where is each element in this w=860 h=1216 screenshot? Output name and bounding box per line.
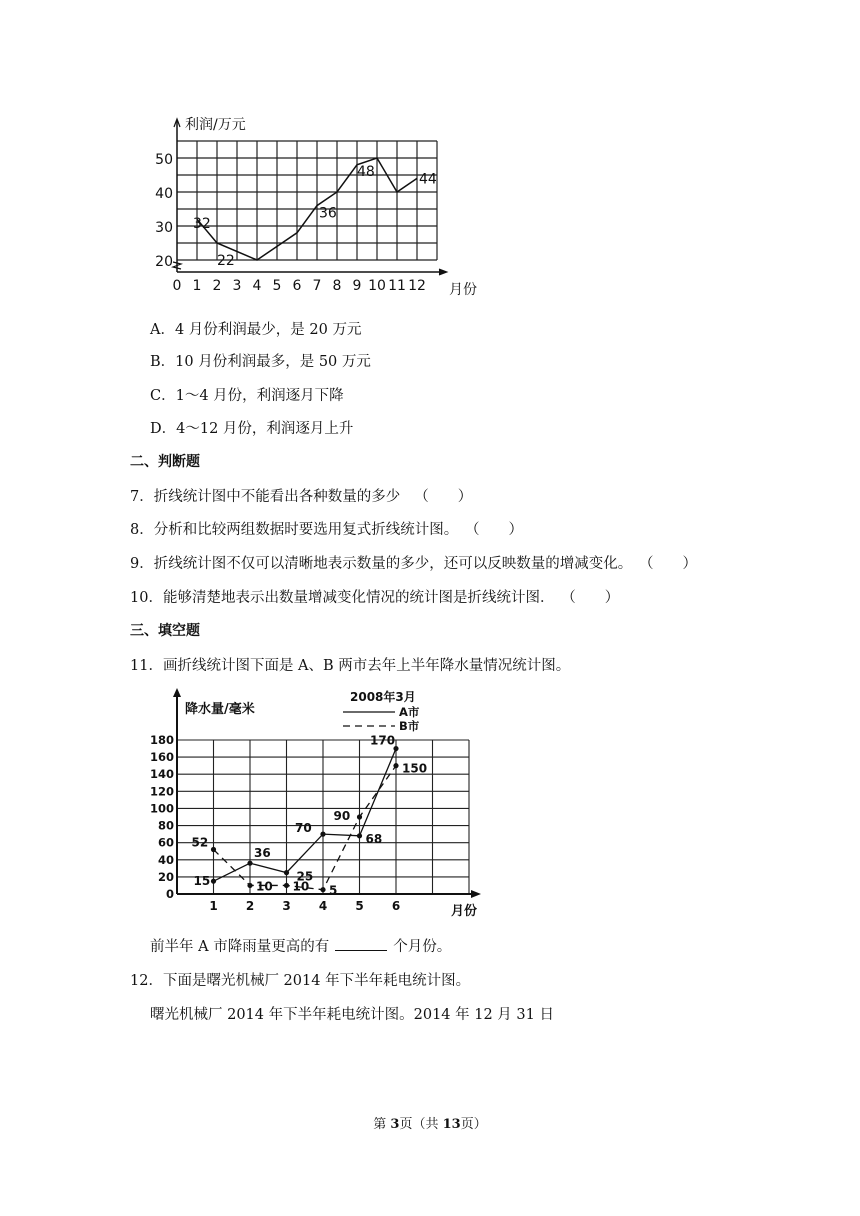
c2-y-tick-160: 160: [149, 750, 174, 765]
c1-data-label-7: 36: [319, 205, 337, 222]
c2-legend-label-b: B市: [399, 719, 420, 733]
c2-point-b-2: [247, 883, 252, 888]
question-9-text: 9．折线统计图不仅可以清晰地表示数量的多少，还可以反映数量的增减变化。: [130, 556, 633, 572]
section-fill-heading: 三、填空题: [130, 623, 200, 639]
question-11-answer: [150, 935, 451, 956]
question-10-text: 10．能够清楚地表示出数量增减变化情况的统计图是折线统计图．: [130, 590, 555, 606]
c2-data-label-a-4: 70: [295, 821, 312, 836]
c2-data-label-b-3: 10: [292, 879, 310, 894]
c2-data-label-a-1: 15: [193, 874, 211, 889]
answer-paren-9[interactable]: （ ）: [646, 556, 697, 572]
c1-y-label: 利润/万元: [185, 117, 246, 133]
c2-x-tick-3: 3: [282, 899, 291, 913]
c2-y-tick-20: 20: [157, 869, 174, 884]
c2-x-arrow: [471, 890, 481, 898]
c2-y-tick-80: 80: [157, 818, 174, 833]
c1-data-label-9: 48: [357, 163, 375, 180]
c2-y-tick-0: 0: [165, 887, 174, 901]
c1-y-tick-20: 20: [155, 254, 173, 270]
footer-total-pages: 13: [442, 1117, 461, 1132]
question-11-answer-post: 个月份。: [393, 939, 452, 955]
option-d[interactable]: D．4～12 月份，利润逐月上升: [150, 421, 354, 437]
c1-data-label-1: 32: [193, 216, 211, 233]
c1-y-tick-30: 30: [155, 220, 173, 236]
question-12-subtitle: 曙光机械厂 2014 年下半年耗电统计图。2014 年 12 月 31 日: [150, 1007, 554, 1023]
c1-x-tick-0: 0: [172, 278, 182, 294]
c2-y-tick-60: 60: [157, 835, 174, 850]
page-footer: [0, 1113, 860, 1132]
c2-x-tick-4: 4: [318, 899, 328, 913]
c2-x-tick-5: 5: [355, 899, 364, 913]
c1-x-tick-12: 12: [408, 278, 426, 294]
c2-point-b-6: [393, 763, 398, 768]
c2-data-label-a-3: 25: [296, 869, 314, 884]
section-judge-heading: 二、判断题: [130, 454, 200, 470]
c1-x-tick-11: 11: [388, 278, 406, 294]
option-c[interactable]: C．1～4 月份，利润逐月下降: [150, 388, 344, 404]
answer-paren-10[interactable]: （ ）: [568, 590, 620, 606]
c2-data-label-b-5: 90: [333, 808, 351, 823]
c1-x-tick-10: 10: [368, 278, 386, 294]
c2-series-line-a: [214, 749, 397, 882]
c2-point-a-3: [284, 870, 289, 875]
c1-y-tick-50: 50: [155, 152, 173, 168]
c2-point-b-1: [211, 847, 216, 852]
c1-x-arrow: [439, 269, 447, 275]
c1-data-label-2: 22: [217, 253, 235, 269]
option-b[interactable]: B．10 月份利润最多，是 50 万元: [150, 354, 371, 370]
question-7-text: 7．折线统计图中不能看出各种数量的多少: [130, 489, 401, 505]
question-8-text: 8．分析和比较两组数据时要选用复式折线统计图。: [130, 522, 459, 538]
c2-point-b-4: [320, 887, 325, 892]
footer-pre: 第: [373, 1117, 391, 1132]
c2-data-label-b-4: 5: [329, 883, 338, 898]
c2-point-b-5: [357, 814, 362, 819]
c1-x-tick-8: 8: [332, 278, 342, 294]
c1-x-tick-7: 7: [312, 278, 322, 294]
c2-y-tick-40: 40: [157, 852, 174, 867]
c1-x-tick-6: 6: [292, 278, 302, 294]
c1-y-tick-40: 40: [155, 186, 173, 202]
c2-point-a-5: [357, 833, 362, 838]
question-8: [130, 518, 523, 539]
c1-x-tick-3: 3: [232, 278, 242, 294]
c2-data-label-a-5: 68: [365, 831, 383, 846]
profit-line-chart: [155, 108, 477, 303]
c1-data-label-12: 44: [419, 171, 437, 188]
question-11-answer-pre: 前半年 A 市降雨量更高的有: [150, 939, 330, 955]
answer-paren-8[interactable]: （ ）: [472, 522, 523, 538]
c2-data-label-a-2: 36: [254, 846, 271, 861]
footer-mid: 页（共: [399, 1117, 443, 1132]
c2-x-tick-1: 1: [209, 899, 218, 913]
c1-x-label: 月份: [449, 282, 477, 298]
c1-x-tick-9: 9: [352, 278, 362, 294]
c1-x-tick-2: 2: [212, 278, 222, 294]
c1-x-tick-4: 4: [252, 278, 262, 294]
c1-x-tick-5: 5: [272, 278, 282, 294]
answer-blank-11[interactable]: [335, 936, 387, 951]
c2-point-a-4: [320, 832, 325, 837]
c2-point-b-3: [284, 883, 289, 888]
c2-legend-label-a: A市: [399, 705, 420, 719]
c2-y-tick-120: 120: [149, 784, 174, 799]
c2-y-arrow: [173, 688, 181, 697]
footer-page-number: 3: [390, 1117, 400, 1132]
c2-data-label-b-2: 10: [256, 879, 273, 894]
c1-axis-break: [173, 262, 181, 269]
c2-point-a-1: [211, 879, 216, 884]
c2-y-tick-180: 180: [149, 732, 174, 747]
answer-paren-7[interactable]: （ ）: [414, 489, 473, 505]
footer-post: 页）: [460, 1117, 487, 1132]
c2-point-a-2: [247, 861, 252, 866]
question-11: 11．画折线统计图下面是 A、B 两市去年上半年降水量情况统计图。: [130, 658, 571, 674]
c2-data-label-b-6: 150: [402, 761, 428, 776]
rainfall-line-chart: [145, 685, 485, 920]
question-12: 12．下面是曙光机械厂 2014 年下半年耗电统计图。: [130, 973, 471, 989]
c1-x-tick-1: 1: [192, 278, 202, 294]
question-10: [130, 586, 619, 607]
question-7: [130, 485, 472, 506]
c2-data-label-b-1: 52: [191, 835, 209, 850]
c2-x-tick-2: 2: [245, 899, 255, 913]
c2-title: 2008年3月: [350, 690, 416, 704]
c2-x-tick-6: 6: [391, 899, 401, 913]
c2-y-tick-100: 100: [149, 801, 174, 816]
question-9: [130, 552, 697, 573]
c2-y-tick-140: 140: [149, 767, 174, 782]
c2-x-label: 月份: [451, 904, 478, 919]
c2-y-label: 降水量/毫米: [185, 702, 255, 717]
c2-data-label-a-6: 170: [370, 733, 396, 748]
option-a[interactable]: A．4 月份利润最少，是 20 万元: [150, 322, 362, 338]
